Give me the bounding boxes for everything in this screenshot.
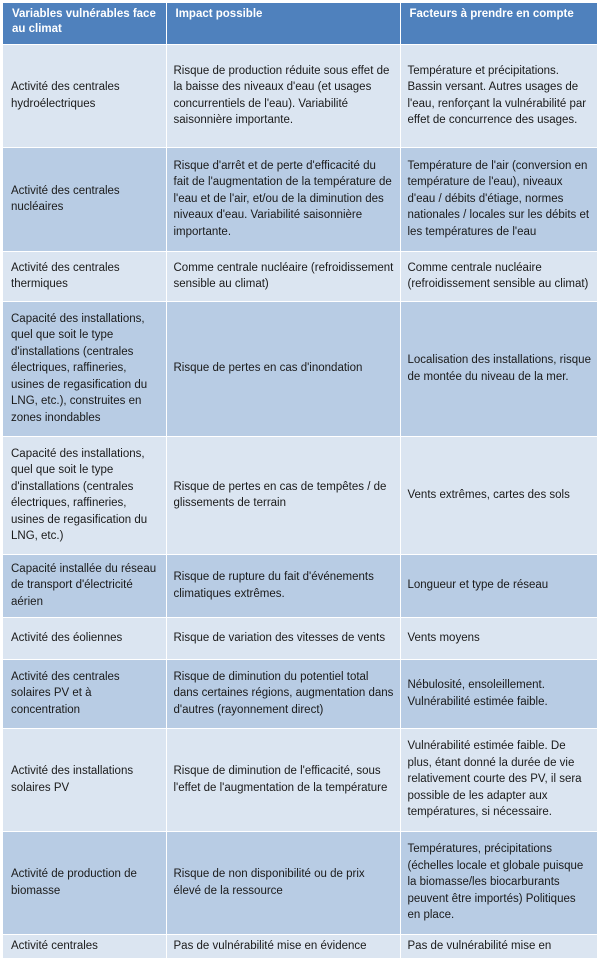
- cell-facteurs: Pas de vulnérabilité mise en: [400, 934, 597, 958]
- table-row: [3, 301, 597, 436]
- cell-variable: Capacité des installations, quel que soit le type d'installations (centrales électriques, raffineries, usines de regasification du LNG, etc.), construites en zones inondables: [3, 301, 166, 436]
- table-row: [3, 934, 597, 958]
- table-row: [3, 831, 597, 934]
- vulnerability-table-container: [3, 3, 597, 959]
- cell-impact: Risque d'arrêt et de perte d'efficacité du fait de l'augmentation de la température de l'eau et de l'air, et/ou de la diminution des niveaux d'eau. Variabilité saisonnière importante.: [166, 147, 400, 251]
- header-variables: Variables vulnérables face au climat: [3, 3, 166, 44]
- cell-variable: Capacité des installations, quel que soit le type d'installations (centrales électriques, raffineries, usines de regasification du LNG, etc.): [3, 436, 166, 554]
- table-row: [3, 44, 597, 147]
- table-row: [3, 728, 597, 831]
- cell-facteurs: Vents moyens: [400, 617, 597, 659]
- table-row: [3, 147, 597, 251]
- cell-facteurs: Vents extrêmes, cartes des sols: [400, 436, 597, 554]
- table-row: [3, 659, 597, 728]
- cell-facteurs: Comme centrale nucléaire (refroidissement sensible au climat): [400, 251, 597, 301]
- table-header-row: [3, 3, 597, 44]
- table-row: [3, 436, 597, 554]
- cell-variable: Activité des centrales nucléaires: [3, 147, 166, 251]
- header-facteurs: Facteurs à prendre en compte: [400, 3, 597, 44]
- cell-impact: Pas de vulnérabilité mise en évidence: [166, 934, 400, 958]
- cell-variable: Capacité installée du réseau de transport d'électricité aérien: [3, 554, 166, 617]
- cell-variable: Activité des centrales hydroélectriques: [3, 44, 166, 147]
- cell-facteurs: Nébulosité, ensoleillement. Vulnérabilité estimée faible.: [400, 659, 597, 728]
- cell-variable: Activité centrales: [3, 934, 166, 958]
- cell-variable: Activité des éoliennes: [3, 617, 166, 659]
- cell-impact: Risque de diminution de l'efficacité, sous l'effet de l'augmentation de la température: [166, 728, 400, 831]
- cell-variable: Activité des centrales solaires PV et à concentration: [3, 659, 166, 728]
- cell-impact: Risque de diminution du potentiel total dans certaines régions, augmentation dans d'autres (rayonnement direct): [166, 659, 400, 728]
- cell-facteurs: Localisation des installations, risque de montée du niveau de la mer.: [400, 301, 597, 436]
- cell-facteurs: Températures, précipitations (échelles locale et globale puisque la biomasse/les biocarburants peuvent être importés) Politiques en place.: [400, 831, 597, 934]
- vulnerability-table: [3, 3, 597, 959]
- cell-variable: Activité des installations solaires PV: [3, 728, 166, 831]
- table-row: [3, 617, 597, 659]
- cell-impact: Comme centrale nucléaire (refroidissement sensible au climat): [166, 251, 400, 301]
- header-impact: Impact possible: [166, 3, 400, 44]
- cell-facteurs: Vulnérabilité estimée faible. De plus, étant donné la durée de vie relativement courte des PV, il sera possible de les adapter aux températures, si nécessaire.: [400, 728, 597, 831]
- cell-impact: Risque de variation des vitesses de vents: [166, 617, 400, 659]
- cell-impact: Risque de production réduite sous effet de la baisse des niveaux d'eau (et usages concurrentiels de l'eau). Variabilité saisonnière importante.: [166, 44, 400, 147]
- cell-impact: Risque de pertes en cas de tempêtes / de glissements de terrain: [166, 436, 400, 554]
- table-row: [3, 251, 597, 301]
- cell-impact: Risque de pertes en cas d'inondation: [166, 301, 400, 436]
- cell-variable: Activité des centrales thermiques: [3, 251, 166, 301]
- table-row: [3, 554, 597, 617]
- cell-impact: Risque de non disponibilité ou de prix élevé de la ressource: [166, 831, 400, 934]
- cell-facteurs: Longueur et type de réseau: [400, 554, 597, 617]
- cell-facteurs: Température et précipitations. Bassin versant. Autres usages de l'eau, renforçant la vulnérabilité par effet de concurrence des usages.: [400, 44, 597, 147]
- cell-variable: Activité de production de biomasse: [3, 831, 166, 934]
- cell-facteurs: Température de l'air (conversion en température de l'eau), niveaux d'eau / débits d'étiage, normes nationales / locales sur les débits et les températures de l'eau: [400, 147, 597, 251]
- cell-impact: Risque de rupture du fait d'événements climatiques extrêmes.: [166, 554, 400, 617]
